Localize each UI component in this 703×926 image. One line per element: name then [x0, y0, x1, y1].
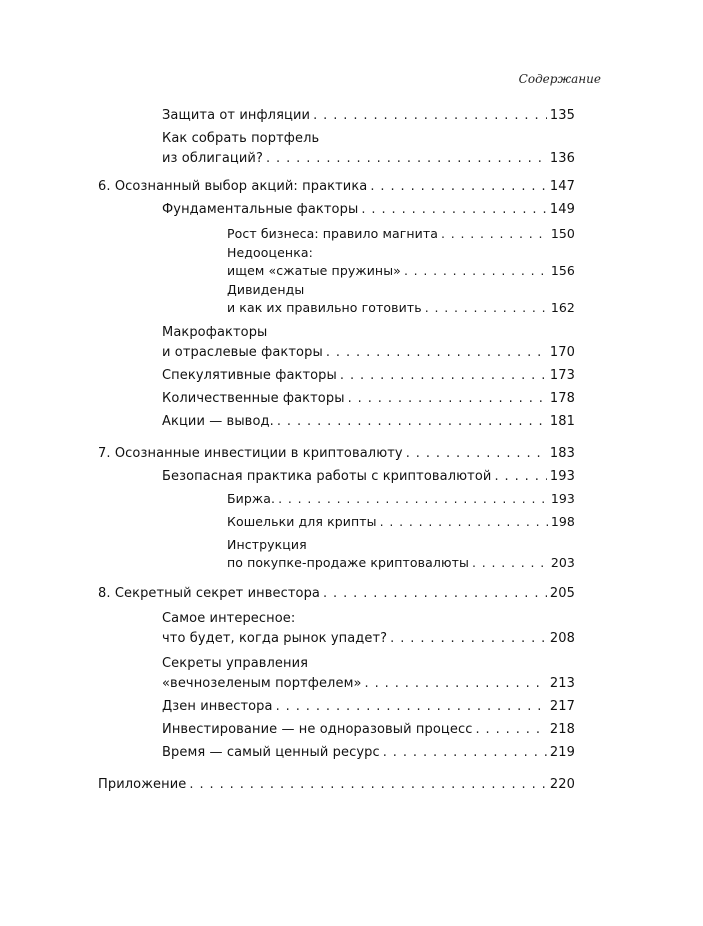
toc-page-number: 217	[549, 699, 575, 714]
toc-entry[interactable]	[162, 609, 575, 649]
toc-entry-title: Защита от инфляции	[162, 108, 311, 123]
running-title: Содержание	[518, 72, 601, 86]
toc-page-number: 219	[549, 745, 575, 760]
toc-entry[interactable]	[162, 389, 575, 409]
toc-page-number: 208	[549, 631, 575, 646]
toc-entry[interactable]	[162, 106, 575, 126]
toc-chapter-title: 7. Осознанные инвестиции в криптовалюту	[98, 446, 403, 461]
dot-leader	[404, 262, 548, 280]
dot-leader	[323, 584, 547, 604]
dot-leader	[278, 490, 548, 508]
dot-leader	[494, 467, 546, 487]
toc-page-number: 173	[549, 368, 575, 383]
toc-entry-title: Количественные факторы	[162, 391, 345, 406]
toc-entry[interactable]	[162, 654, 575, 694]
toc-entry-title: «вечнозеленым портфелем»	[162, 676, 362, 691]
dot-leader	[383, 743, 547, 763]
toc-page-number: 149	[549, 202, 575, 217]
toc-subentry-title: ищем «сжатые пружины»	[227, 263, 401, 278]
dot-leader	[472, 554, 548, 572]
toc-chapter[interactable]	[98, 177, 575, 197]
dot-leader	[277, 412, 547, 432]
dot-leader	[361, 200, 547, 220]
toc-subentry[interactable]	[227, 513, 575, 531]
toc-page-number: 150	[550, 226, 575, 241]
dot-leader	[425, 299, 548, 317]
toc-entry-title-line: Макрофакторы	[162, 325, 268, 340]
toc-entry[interactable]	[162, 743, 575, 763]
toc-subentry-title-line: Недооценка:	[227, 245, 313, 260]
toc-page-number: 162	[550, 300, 575, 315]
table-of-contents	[0, 106, 703, 795]
toc-page-number: 220	[549, 777, 575, 792]
toc-entry-title: Акции — вывод.	[162, 414, 274, 429]
toc-subentry-title-line: Инструкция	[227, 537, 307, 552]
toc-entry-title: из облигаций?	[162, 151, 263, 166]
toc-subentry[interactable]	[227, 244, 575, 280]
toc-chapter[interactable]	[98, 444, 575, 464]
dot-leader	[326, 343, 547, 363]
toc-chapter[interactable]	[98, 584, 575, 604]
toc-page-number: 147	[549, 179, 575, 194]
toc-page-number: 205	[549, 586, 575, 601]
dot-leader	[348, 389, 547, 409]
dot-leader	[365, 674, 547, 694]
toc-page-number: 198	[550, 514, 575, 529]
toc-entry-title: Инвестирование — не одноразовый процесс	[162, 722, 473, 737]
toc-entry[interactable]	[162, 323, 575, 363]
dot-leader	[266, 149, 547, 169]
dot-leader	[475, 720, 546, 740]
toc-subentry-title: Кошельки для крипты	[227, 514, 377, 529]
toc-chapter-title: 8. Секретный секрет инвестора	[98, 586, 320, 601]
toc-entry[interactable]	[162, 467, 575, 487]
dot-leader	[380, 513, 548, 531]
toc-entry-title: Безопасная практика работы с криптовалютой	[162, 469, 492, 484]
toc-entry-title: Время — самый ценный ресурс	[162, 745, 380, 760]
toc-subentry[interactable]	[227, 490, 575, 508]
toc-chapter-title: 6. Осознанный выбор акций: практика	[98, 179, 368, 194]
toc-page-number: 213	[549, 676, 575, 691]
toc-entry[interactable]	[162, 697, 575, 717]
toc-subentry[interactable]	[227, 225, 575, 243]
toc-subentry-title: по покупке-продаже криптовалюты	[227, 555, 469, 570]
toc-page-number: 136	[549, 151, 575, 166]
toc-page-number: 193	[549, 469, 575, 484]
dot-leader	[189, 775, 546, 795]
toc-entry[interactable]	[162, 200, 575, 220]
toc-subentry-title: Биржа.	[227, 491, 276, 506]
toc-page-number: 183	[549, 446, 575, 461]
toc-entry[interactable]	[162, 412, 575, 432]
toc-page-number: 203	[550, 555, 575, 570]
toc-entry-title: Дзен инвестора	[162, 699, 273, 714]
toc-page-number: 156	[550, 263, 575, 278]
toc-subentry-title: и как их правильно готовить	[227, 300, 422, 315]
toc-page-number: 178	[549, 391, 575, 406]
toc-entry-title: что будет, когда рынок упадет?	[162, 631, 388, 646]
toc-subentry-title-line: Дивиденды	[227, 282, 305, 297]
toc-entry-title-line: Самое интересное:	[162, 611, 296, 626]
toc-page-number: 193	[550, 491, 575, 506]
toc-chapter[interactable]	[98, 775, 575, 795]
toc-entry[interactable]	[162, 720, 575, 740]
toc-entry-title: и отраслевые факторы	[162, 345, 323, 360]
dot-leader	[406, 444, 547, 464]
toc-entry-title: Фундаментальные факторы	[162, 202, 359, 217]
toc-entry[interactable]	[162, 366, 575, 386]
toc-entry-title-line: Как собрать портфель	[162, 131, 320, 146]
toc-subentry-title: Рост бизнеса: правило магнита	[227, 226, 439, 241]
dot-leader	[276, 697, 547, 717]
toc-entry-title: Спекулятивные факторы	[162, 368, 337, 383]
toc-page-number: 170	[549, 345, 575, 360]
dot-leader	[370, 177, 547, 197]
toc-page-number: 135	[549, 108, 575, 123]
toc-subentry[interactable]	[227, 536, 575, 572]
toc-entry[interactable]	[162, 129, 575, 169]
toc-page-number: 218	[549, 722, 575, 737]
toc-entry-title-line: Секреты управления	[162, 656, 309, 671]
dot-leader	[340, 366, 547, 386]
toc-page-number: 181	[549, 414, 575, 429]
dot-leader	[441, 225, 548, 243]
toc-subentry[interactable]	[227, 281, 575, 317]
toc-chapter-title: Приложение	[98, 777, 187, 792]
dot-leader	[390, 629, 547, 649]
dot-leader	[313, 106, 547, 126]
